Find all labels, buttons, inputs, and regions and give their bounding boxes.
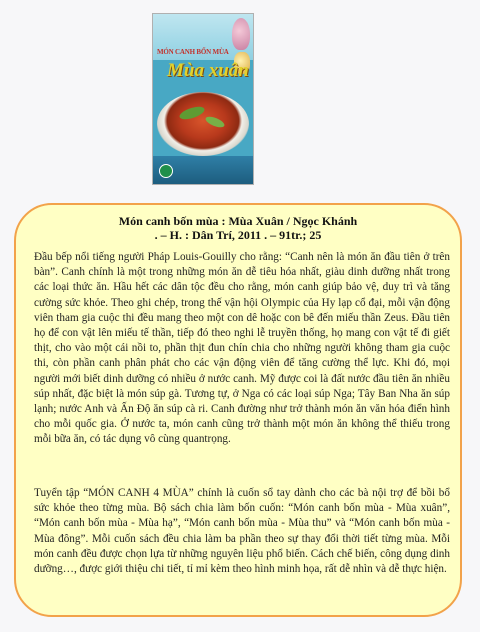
description-paragraph: Đầu bếp nổi tiếng người Pháp Louis-Gouilly cho rằng: “Canh nên là món ăn đầu tiên ở trên bàn”. Canh chính là một trong những món ăn dễ tiêu hóa nhất, giàu dinh dưỡng nhất trong các loại thức ăn. Hầu hết các dân tộc đều cho rằng, món canh giúp bảo vệ, duy trì và tăng cường sức khỏe. Theo ghi chép, trong thế vận hội Olympic của Hy lạp cổ đại, mỗi vận động viên tham gia cuộc thi đều mang theo một con dê hoặc con bê đến miếu thần Zeus. Đầu tiên họ để con vật lên miếu tế thần, tiếp đó theo nghi lễ truyền thống, họ mang con vật tế đi giết thịt, cho vào một cái nồi to, phần thịt đun chín chia cho những người không tham gia cuộc thi, còn phần canh phân phát cho các vận động viên để tăng cường thể lực. Khi đó, mọi người mới biết dinh dưỡng có nhiều ở nước canh. Mỹ được coi là đất nước đầu tiên ăn nhiều súp nhất, đặc biệt là món súp gà. Tương tự, ở Nga có các loại súp Nga; Tây Ban Nha ăn súp lạnh; nước Anh và Ấn Độ ăn súp cà ri. Canh đường như trở thành món ăn văn hóa điển hình cho mỗi quốc gia. Ở nước ta, món canh cũng trở thành một món ăn không thể thiếu trong mỗi bữa ăn, có tác dụng vô cùng quantrọng. xyxy=(34,251,450,446)
description-paragraph: Tuyển tập “MÓN CANH 4 MÙA” chính là cuốn sổ tay dành cho các bà nội trợ để bồi bổ sức khỏe theo từng mùa. Bộ sách chia làm bốn cuốn: “Món canh bốn mùa - Mùa xuân”, “Món canh bốn mùa - Mùa hạ”, “Món canh bốn mùa - Mùa thu” và “Món canh bốn mùa - Mùa đông”. Mỗi cuốn sách đều chia làm ba phần theo sự thay đổi thời tiết từng mùa. Mỗi món canh đều được chọn lựa từ những nguyên liệu phổ biến. Cách chế biến, công dụng dinh dưỡng…, được giới thiệu chi tiết, tỉ mỉ kèm theo hình minh họa, rất dễ nhìn và dễ thực hiện. xyxy=(34,487,450,576)
book-cover xyxy=(152,13,254,185)
record-imprint-line: . – H. : Dân Trí, 2011 . – 91tr.; 25 xyxy=(154,228,322,242)
record-title-line: Món canh bốn mùa : Mùa Xuân / Ngọc Khánh xyxy=(118,214,358,228)
flower-decoration xyxy=(232,18,250,50)
publisher-logo-icon xyxy=(159,164,173,178)
cover-series-text: MÓN CANH BỐN MÙA xyxy=(157,48,229,56)
soup-bowl-image xyxy=(157,92,249,156)
cover-title-text: Mùa xuân xyxy=(167,60,249,81)
description-card xyxy=(14,203,462,617)
